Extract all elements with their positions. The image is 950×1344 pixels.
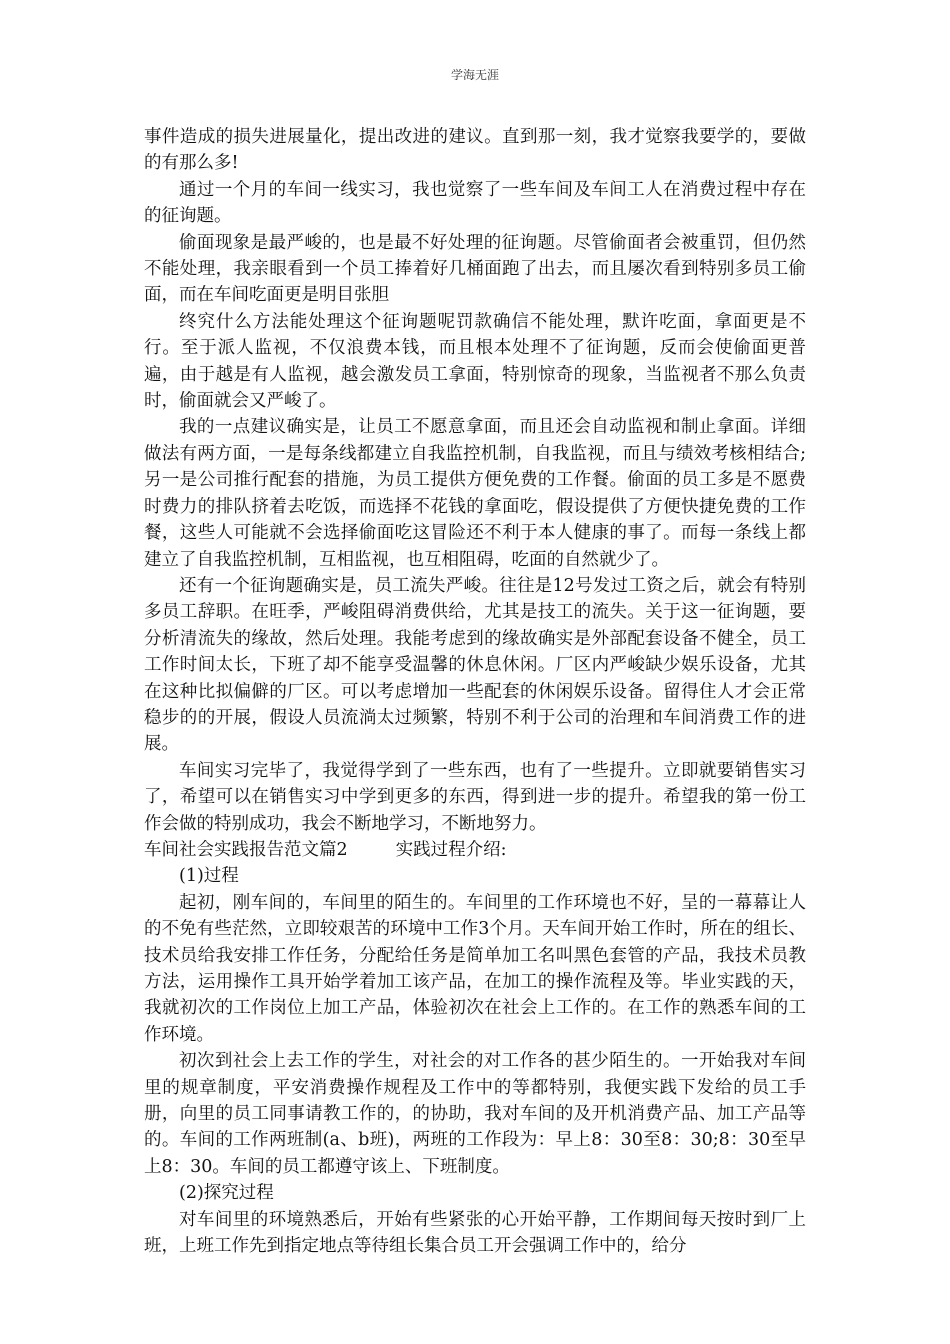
paragraph-3: 终究什么方法能处理这个征询题呢罚款确信不能处理，默许吃面，拿面更是不行。至于派人监视，不仅浪费本钱，而且根本处理不了征询题，反而会使偷面更普遍，由于越是有人监视，越会激发员工拿面，特别惊奇的现象，当监视者不那么负责时，偷面就会又严峻了。 [144,311,806,412]
section-title-line [144,837,806,863]
paragraph-1: 通过一个月的车间一线实习，我也觉察了一些车间及车间工人在消费过程中存在的征询题。 [144,179,806,227]
paragraph-5: 还有一个征询题确实是，员工流失严峻。往往是12号发过工资之后，就会有特别多员工辞职。在旺季，严峻阻碍消费供给，尤其是技工的流失。关于这一征询题，要分析清流失的缘故，然后处理。我能考虑到的缘故确实是外部配套设备不健全，员工工作时间太长，下班了却不能享受温馨的休息休闲。厂区内严峻缺少娱乐设备，尤其在这种比拟偏僻的厂区。可以考虑增加一些配套的休闲娱乐设备。留得住人才会正常稳步的的开展，假设人员流淌太过频繁，特别不利于公司的治理和车间消费工作的进展。 [144,575,806,755]
paragraph-4: 我的一点建议确实是，让员工不愿意拿面，而且还会自动监视和制止拿面。详细做法有两方面，一是每条线都建立自我监控机制，自我监视，而且与绩效考核相结合;另一是公司推行配套的措施，为员工提供方便免费的工作餐。偷面的员工多是不愿费时费力的排队挤着去吃饭，而选择不花钱的拿面吃，假设提供了方便快捷免费的工作餐，这些人可能就不会选择偷面吃这冒险还不利于本人健康的事了。而每一条线上都建立了自我监控机制，互相监视，也互相阻碍，吃面的自然就少了。 [144,417,806,570]
section-title: 车间社会实践报告范文篇2 [144,839,348,860]
paragraph-2: 偷面现象是最严峻的，也是最不好处理的征询题。尽管偷面者会被重罚，但仍然不能处理，我亲眼看到一个员工捧着好几桶面跑了出去，而且屡次看到特别多员工偷面，而在车间吃面更是明目张胆 [144,232,806,306]
paragraph-7: 起初，刚车间的，车间里的陌生的。车间里的工作环境也不好，呈的一幕幕让人的不免有些茫然，立即较艰苦的环境中工作3个月。天车间开始工作时，所在的组长、技术员给我安排工作任务，分配给任务是简单加工名叫黑色套管的产品，我技术员教方法，运用操作工具开始学着加工该产品，在加工的操作流程及等。毕业实践的天，我就初次的工作岗位上加工产品，体验初次在社会上工作的。在工作的熟悉车间的工作环境。 [144,892,806,1045]
paragraph-0: 事件造成的损失进展量化，提出改进的建议。直到那一刻，我才觉察我要学的，要做的有那么多! [144,127,806,174]
paragraph-6: 车间实习完毕了，我觉得学到了一些东西，也有了一些提升。立即就要销售实习了，希望可以在销售实习中学到更多的东西，得到进一步的提升。希望我的第一份工作会做的特别成功，我会不断地学习，不断地努力。 [144,760,806,834]
paragraph-8: 初次到社会上去工作的学生，对社会的对工作各的甚少陌生的。一开始我对车间里的规章制度，平安消费操作规程及工作中的等都特别，我便实践下发给的员工手册，向里的员工同事请教工作的，的协助，我对车间的及开机消费产品、加工产品等的。车间的工作两班制(a、b班)，两班的工作段为：早上8：30至8：30;8：30至早上8：30。车间的员工都遵守该上、下班制度。 [144,1051,806,1177]
section-intro: 实践过程介绍: [395,839,507,860]
subheading-process: (1)过程 [179,866,239,887]
document-body [144,124,806,1259]
page-header: 学海无涯 [450,68,499,82]
subheading-exploration: (2)探究过程 [179,1183,274,1204]
paragraph-9: 对车间里的环境熟悉后，开始有些紧张的心开始平静，工作期间每天按时到厂上班，上班工作先到指定地点等待组长集合员工开会强调工作中的，给分 [144,1209,806,1257]
